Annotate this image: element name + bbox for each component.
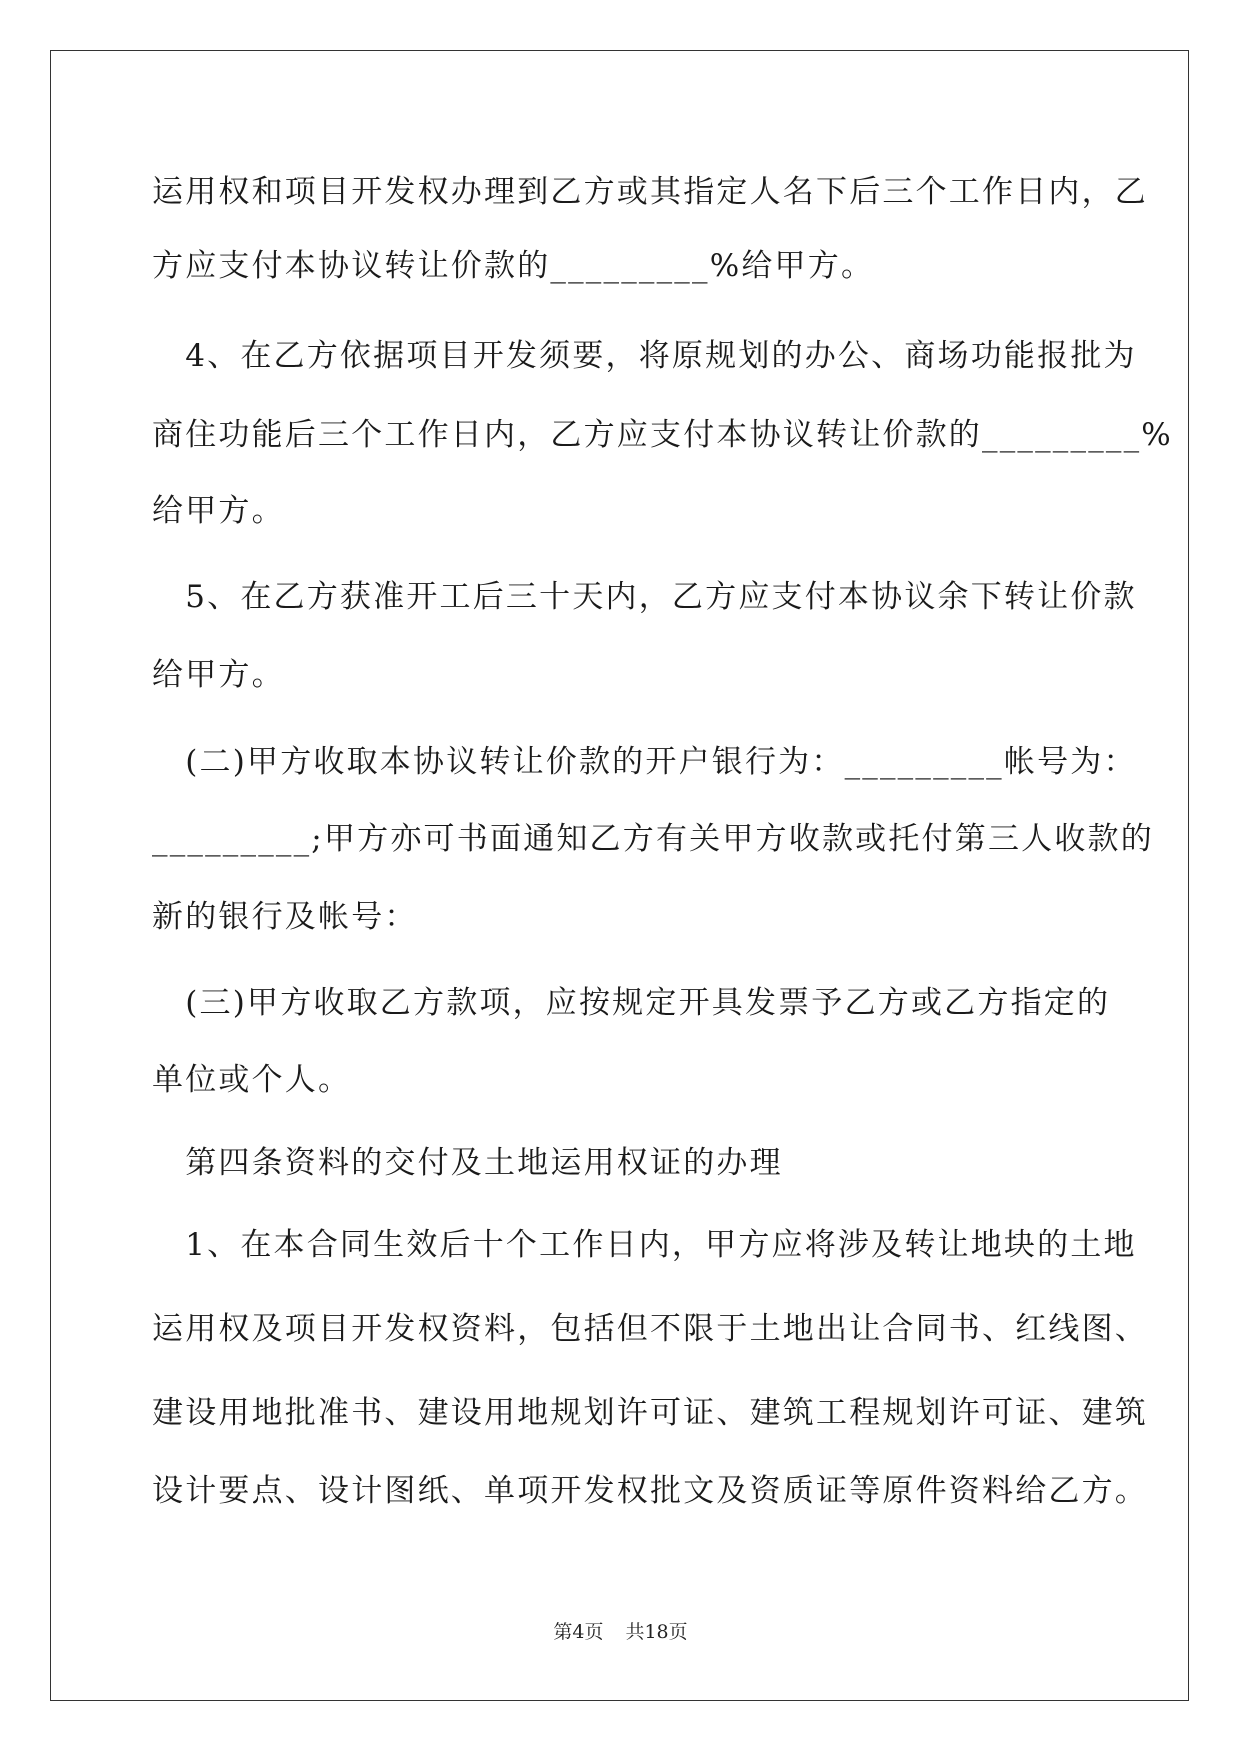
- text-line: 1、在本合同生效后十个工作日内，甲方应将涉及转让地块的土地: [152, 1227, 1137, 1263]
- text-line: _________;甲方亦可书面通知乙方有关甲方收款或托付第三人收款的: [152, 821, 1154, 857]
- text-line: (二)甲方收取本协议转让价款的开户银行为：_________帐号为：: [152, 744, 1137, 780]
- text-line: 给甲方。: [152, 493, 285, 529]
- text-line: 建设用地批准书、建设用地规划许可证、建筑工程规划许可证、建筑: [152, 1395, 1148, 1431]
- page-frame: [50, 50, 1189, 1701]
- text-line: 运用权和项目开发权办理到乙方或其指定人名下后三个工作日内，乙: [152, 174, 1148, 210]
- text-line: 单位或个人。: [152, 1062, 352, 1098]
- page-footer: [0, 1617, 1241, 1644]
- page-number: 第4页: [553, 1621, 604, 1643]
- text-line: 方应支付本协议转让价款的_________%给甲方。: [152, 248, 875, 284]
- text-line: 5、在乙方获准开工后三十天内，乙方应支付本协议余下转让价款: [152, 579, 1137, 615]
- page-total: 共18页: [625, 1621, 688, 1643]
- section-heading: 第四条资料的交付及土地运用权证的办理: [152, 1145, 783, 1181]
- text-line: 4、在乙方依据项目开发须要，将原规划的办公、商场功能报批为: [152, 338, 1137, 374]
- text-line: 商住功能后三个工作日内，乙方应支付本协议转让价款的_________%: [152, 417, 1173, 453]
- text-line: 新的银行及帐号：: [152, 899, 418, 935]
- text-line: 设计要点、设计图纸、单项开发权批文及资质证等原件资料给乙方。: [152, 1473, 1148, 1509]
- text-line: 运用权及项目开发权资料，包括但不限于土地出让合同书、红线图、: [152, 1311, 1148, 1347]
- text-line: (三)甲方收取乙方款项，应按规定开具发票予乙方或乙方指定的: [152, 985, 1111, 1021]
- text-line: 给甲方。: [152, 657, 285, 693]
